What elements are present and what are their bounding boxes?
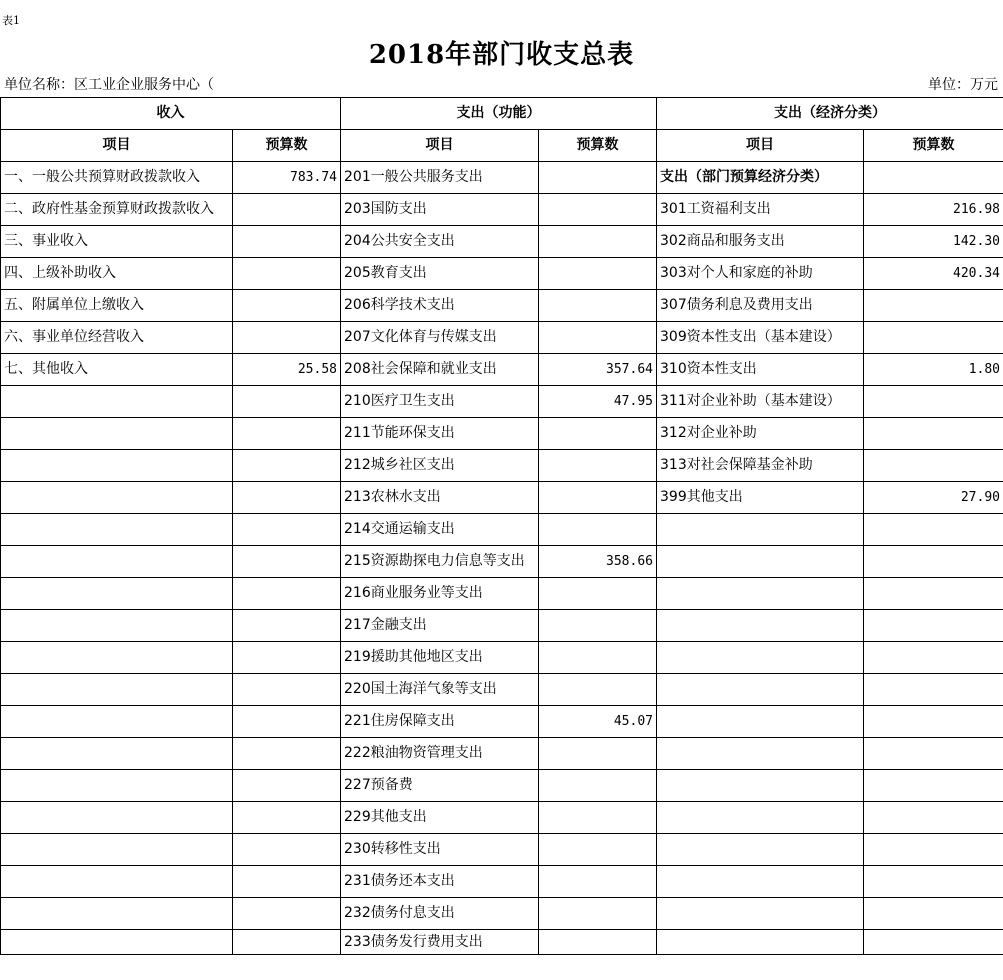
func-amount-cell: [539, 770, 657, 802]
econ-item-cell: [657, 514, 864, 546]
income-item-cell: [1, 610, 233, 642]
income-amount-cell: [233, 738, 341, 770]
econ-item-cell: 309资本性支出（基本建设）: [657, 322, 864, 354]
func-item-cell: 230转移性支出: [341, 834, 539, 866]
table-row: [1, 546, 1003, 578]
header-income: 收入: [1, 98, 341, 130]
econ-amount-cell: [864, 834, 1003, 866]
func-amount-cell: [539, 258, 657, 290]
econ-item-cell: 399其他支出: [657, 482, 864, 514]
func-item-cell: 227预备费: [341, 770, 539, 802]
func-amount-cell: [539, 930, 657, 955]
income-amount-cell: [233, 898, 341, 930]
func-amount-cell: 45.07: [539, 706, 657, 738]
econ-amount-cell: [864, 738, 1003, 770]
econ-amount-cell: [864, 898, 1003, 930]
econ-amount-cell: [864, 450, 1003, 482]
econ-item-cell: [657, 770, 864, 802]
table-row: [1, 386, 1003, 418]
income-amount-cell: 783.74: [233, 162, 341, 194]
table-row: [1, 354, 1003, 386]
page-title: 2018年部门收支总表: [368, 40, 635, 70]
func-item-cell: 221住房保障支出: [341, 706, 539, 738]
econ-amount-cell: 142.30: [864, 226, 1003, 258]
econ-amount-cell: 420.34: [864, 258, 1003, 290]
table-row: [1, 258, 1003, 290]
income-item-cell: 三、事业收入: [1, 226, 233, 258]
income-amount-cell: [233, 482, 341, 514]
func-amount-cell: [539, 642, 657, 674]
func-item-cell: 220国土海洋气象等支出: [341, 674, 539, 706]
header-expense-economic: 支出（经济分类）: [657, 98, 1003, 130]
table-row: [1, 514, 1003, 546]
func-item-cell: 207文化体育与传媒支出: [341, 322, 539, 354]
func-item-cell: 205教育支出: [341, 258, 539, 290]
income-item-cell: 五、附属单位上缴收入: [1, 290, 233, 322]
econ-item-cell: [657, 866, 864, 898]
income-item-cell: [1, 802, 233, 834]
econ-amount-cell: [864, 642, 1003, 674]
income-amount-cell: [233, 290, 341, 322]
group-header-row: [1, 98, 1003, 130]
econ-item-cell: [657, 642, 864, 674]
income-item-cell: [1, 642, 233, 674]
econ-amount-cell: [864, 290, 1003, 322]
econ-item-cell: [657, 674, 864, 706]
income-amount-cell: [233, 322, 341, 354]
income-item-cell: [1, 834, 233, 866]
econ-item-cell: 301工资福利支出: [657, 194, 864, 226]
econ-item-cell: [657, 546, 864, 578]
func-item-cell: 201一般公共服务支出: [341, 162, 539, 194]
column-header-row: [1, 130, 1003, 162]
func-amount-cell: [539, 450, 657, 482]
func-item-cell: 233债务发行费用支出: [341, 930, 539, 955]
income-item-cell: [1, 418, 233, 450]
income-item-cell: 六、事业单位经营收入: [1, 322, 233, 354]
func-amount-cell: [539, 290, 657, 322]
income-amount-cell: [233, 386, 341, 418]
income-item-cell: [1, 706, 233, 738]
func-amount-cell: [539, 418, 657, 450]
table-row: [1, 194, 1003, 226]
income-item-cell: [1, 450, 233, 482]
table-row: [1, 738, 1003, 770]
income-amount-cell: [233, 450, 341, 482]
func-item-cell: 206科学技术支出: [341, 290, 539, 322]
income-amount-cell: [233, 610, 341, 642]
func-item-cell: 219援助其他地区支出: [341, 642, 539, 674]
income-item-cell: 一、一般公共预算财政拨款收入: [1, 162, 233, 194]
econ-amount-cell: [864, 514, 1003, 546]
income-amount-cell: [233, 642, 341, 674]
col-income-budget: 预算数: [233, 130, 341, 162]
table-row: [1, 450, 1003, 482]
func-amount-cell: [539, 898, 657, 930]
func-item-cell: 204公共安全支出: [341, 226, 539, 258]
func-item-cell: 229其他支出: [341, 802, 539, 834]
econ-item-cell: [657, 610, 864, 642]
econ-item-cell: 302商品和服务支出: [657, 226, 864, 258]
table-row: [1, 226, 1003, 258]
income-item-cell: [1, 482, 233, 514]
income-item-cell: [1, 514, 233, 546]
econ-item-cell: 支出（部门预算经济分类）: [657, 162, 864, 194]
func-amount-cell: [539, 162, 657, 194]
econ-amount-cell: [864, 386, 1003, 418]
income-amount-cell: [233, 674, 341, 706]
func-item-cell: 232债务付息支出: [341, 898, 539, 930]
func-amount-cell: 358.66: [539, 546, 657, 578]
header-expense-function: 支出（功能）: [341, 98, 657, 130]
table-row: [1, 770, 1003, 802]
func-amount-cell: [539, 482, 657, 514]
sheet-label: 表1: [2, 14, 20, 27]
budget-summary-table: [0, 97, 1003, 955]
func-item-cell: 203国防支出: [341, 194, 539, 226]
col-econ-item: 项目: [657, 130, 864, 162]
func-amount-cell: [539, 226, 657, 258]
income-amount-cell: [233, 834, 341, 866]
income-amount-cell: [233, 418, 341, 450]
table-row: [1, 610, 1003, 642]
econ-item-cell: 312对企业补助: [657, 418, 864, 450]
func-amount-cell: 357.64: [539, 354, 657, 386]
func-item-cell: 213农林水支出: [341, 482, 539, 514]
econ-amount-cell: [864, 706, 1003, 738]
econ-item-cell: [657, 578, 864, 610]
table-row: [1, 930, 1003, 955]
income-amount-cell: [233, 514, 341, 546]
func-amount-cell: [539, 610, 657, 642]
table-row: [1, 418, 1003, 450]
econ-amount-cell: [864, 418, 1003, 450]
unit-name: 单位名称：区工业企业服务中心（: [4, 77, 214, 93]
econ-item-cell: [657, 930, 864, 955]
func-amount-cell: [539, 514, 657, 546]
col-income-item: 项目: [1, 130, 233, 162]
income-item-cell: [1, 898, 233, 930]
func-amount-cell: [539, 674, 657, 706]
income-item-cell: [1, 770, 233, 802]
table-row: [1, 162, 1003, 194]
income-amount-cell: [233, 258, 341, 290]
econ-item-cell: 311对企业补助（基本建设）: [657, 386, 864, 418]
econ-amount-cell: [864, 546, 1003, 578]
table-row: [1, 674, 1003, 706]
func-amount-cell: [539, 194, 657, 226]
table-row: [1, 482, 1003, 514]
income-item-cell: [1, 546, 233, 578]
econ-amount-cell: [864, 770, 1003, 802]
econ-amount-cell: 27.90: [864, 482, 1003, 514]
econ-item-cell: [657, 802, 864, 834]
econ-amount-cell: [864, 674, 1003, 706]
econ-item-cell: 307债务利息及费用支出: [657, 290, 864, 322]
func-item-cell: 212城乡社区支出: [341, 450, 539, 482]
econ-amount-cell: 216.98: [864, 194, 1003, 226]
func-item-cell: 211节能环保支出: [341, 418, 539, 450]
income-item-cell: [1, 674, 233, 706]
col-func-budget: 预算数: [539, 130, 657, 162]
income-amount-cell: [233, 226, 341, 258]
func-item-cell: 231债务还本支出: [341, 866, 539, 898]
table-row: [1, 834, 1003, 866]
econ-item-cell: 310资本性支出: [657, 354, 864, 386]
income-item-cell: 四、上级补助收入: [1, 258, 233, 290]
income-item-cell: [1, 738, 233, 770]
income-item-cell: 七、其他收入: [1, 354, 233, 386]
func-item-cell: 208社会保障和就业支出: [341, 354, 539, 386]
income-item-cell: [1, 866, 233, 898]
income-amount-cell: [233, 578, 341, 610]
col-func-item: 项目: [341, 130, 539, 162]
func-item-cell: 217金融支出: [341, 610, 539, 642]
table-row: [1, 322, 1003, 354]
income-amount-cell: [233, 866, 341, 898]
func-amount-cell: [539, 578, 657, 610]
func-amount-cell: [539, 322, 657, 354]
table-row: [1, 578, 1003, 610]
econ-amount-cell: [864, 578, 1003, 610]
income-amount-cell: [233, 706, 341, 738]
table-row: [1, 898, 1003, 930]
income-item-cell: [1, 386, 233, 418]
econ-amount-cell: [864, 162, 1003, 194]
econ-item-cell: [657, 834, 864, 866]
econ-item-cell: [657, 738, 864, 770]
econ-item-cell: 313对社会保障基金补助: [657, 450, 864, 482]
table-row: [1, 802, 1003, 834]
func-item-cell: 214交通运输支出: [341, 514, 539, 546]
econ-item-cell: [657, 706, 864, 738]
func-item-cell: 215资源勘探电力信息等支出: [341, 546, 539, 578]
func-item-cell: 210医疗卫生支出: [341, 386, 539, 418]
func-item-cell: 216商业服务业等支出: [341, 578, 539, 610]
func-amount-cell: [539, 802, 657, 834]
func-amount-cell: [539, 866, 657, 898]
econ-item-cell: 303对个人和家庭的补助: [657, 258, 864, 290]
econ-item-cell: [657, 898, 864, 930]
income-amount-cell: 25.58: [233, 354, 341, 386]
currency-unit: 单位：万元: [928, 77, 998, 93]
table-row: [1, 706, 1003, 738]
col-econ-budget: 预算数: [864, 130, 1003, 162]
econ-amount-cell: 1.80: [864, 354, 1003, 386]
func-item-cell: 222粮油物资管理支出: [341, 738, 539, 770]
table-row: [1, 866, 1003, 898]
income-amount-cell: [233, 770, 341, 802]
econ-amount-cell: [864, 866, 1003, 898]
income-amount-cell: [233, 802, 341, 834]
income-amount-cell: [233, 930, 341, 955]
table-row: [1, 290, 1003, 322]
income-amount-cell: [233, 194, 341, 226]
econ-amount-cell: [864, 322, 1003, 354]
func-amount-cell: 47.95: [539, 386, 657, 418]
econ-amount-cell: [864, 802, 1003, 834]
income-item-cell: [1, 930, 233, 955]
table-row: [1, 642, 1003, 674]
func-amount-cell: [539, 834, 657, 866]
func-amount-cell: [539, 738, 657, 770]
income-amount-cell: [233, 546, 341, 578]
econ-amount-cell: [864, 610, 1003, 642]
income-item-cell: [1, 578, 233, 610]
income-item-cell: 二、政府性基金预算财政拨款收入: [1, 194, 233, 226]
econ-amount-cell: [864, 930, 1003, 955]
